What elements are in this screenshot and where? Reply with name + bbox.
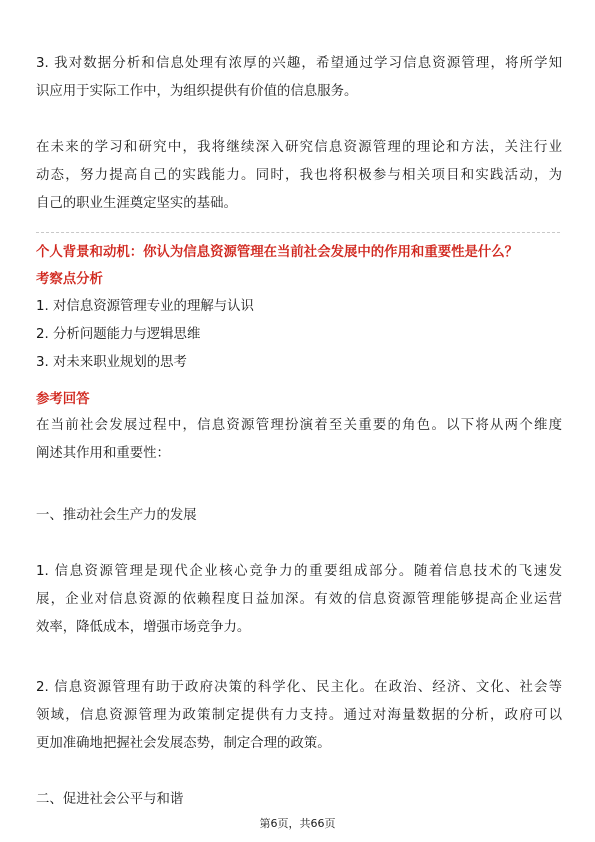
analysis-heading: 考察点分析 bbox=[36, 272, 103, 287]
dashed-divider bbox=[36, 232, 560, 233]
section-heading: 二、促进社会公平与和谐 bbox=[36, 792, 184, 807]
text-line: 在未来的学习和研究中，我将继续深入研究信息资源管理的理论和方法，关注行业 bbox=[36, 140, 562, 155]
text-line: 3. 我对数据分析和信息处理有浓厚的兴趣，希望通过学习信息资源管理，将所学知 bbox=[36, 56, 562, 71]
section-heading: 一、推动社会生产力的发展 bbox=[36, 508, 197, 523]
text-line: 领域，信息资源管理为政策制定提供有力支持。通过对海量数据的分析，政府可以 bbox=[36, 708, 562, 723]
page-footer: 第6页，共66页 bbox=[259, 817, 336, 830]
text-line: 在当前社会发展过程中，信息资源管理扮演着至关重要的角色。以下将从两个维度 bbox=[36, 418, 562, 433]
question-title: 个人背景和动机：你认为信息资源管理在当前社会发展中的作用和重要性是什么？ bbox=[36, 245, 519, 260]
text-line: 效率，降低成本，增强市场竞争力。 bbox=[36, 620, 251, 635]
text-line: 自己的职业生涯奠定坚实的基础。 bbox=[36, 196, 237, 211]
text-line: 2. 信息资源管理有助于政府决策的科学化、民主化。在政治、经济、文化、社会等 bbox=[36, 680, 562, 695]
section1-paragraph-1 bbox=[36, 558, 562, 642]
section1-paragraph-2 bbox=[36, 674, 562, 758]
text-line: 动态，努力提高自己的实践能力。同时，我也将积极参与相关项目和实践活动，为 bbox=[36, 168, 562, 183]
text-line: 1. 信息资源管理是现代企业核心竞争力的重要组成部分。随着信息技术的飞速发 bbox=[36, 564, 562, 579]
answer-intro-paragraph bbox=[36, 412, 562, 468]
answer-heading: 参考回答 bbox=[36, 392, 90, 407]
analysis-point: 1. 对信息资源管理专业的理解与认识 bbox=[36, 299, 254, 314]
text-line: 更加准确地把握社会发展态势，制定合理的政策。 bbox=[36, 736, 331, 751]
text-line: 识应用于实际工作中，为组织提供有价值的信息服务。 bbox=[36, 84, 358, 99]
analysis-point: 3. 对未来职业规划的思考 bbox=[36, 355, 187, 370]
text-line: 展，企业对信息资源的依赖程度日益加深。有效的信息资源管理能够提高企业运营 bbox=[36, 592, 562, 607]
text-line: 阐述其作用和重要性： bbox=[36, 446, 170, 461]
intro-paragraph-1 bbox=[36, 50, 562, 106]
intro-paragraph-2 bbox=[36, 134, 562, 218]
analysis-point: 2. 分析问题能力与逻辑思维 bbox=[36, 327, 201, 342]
